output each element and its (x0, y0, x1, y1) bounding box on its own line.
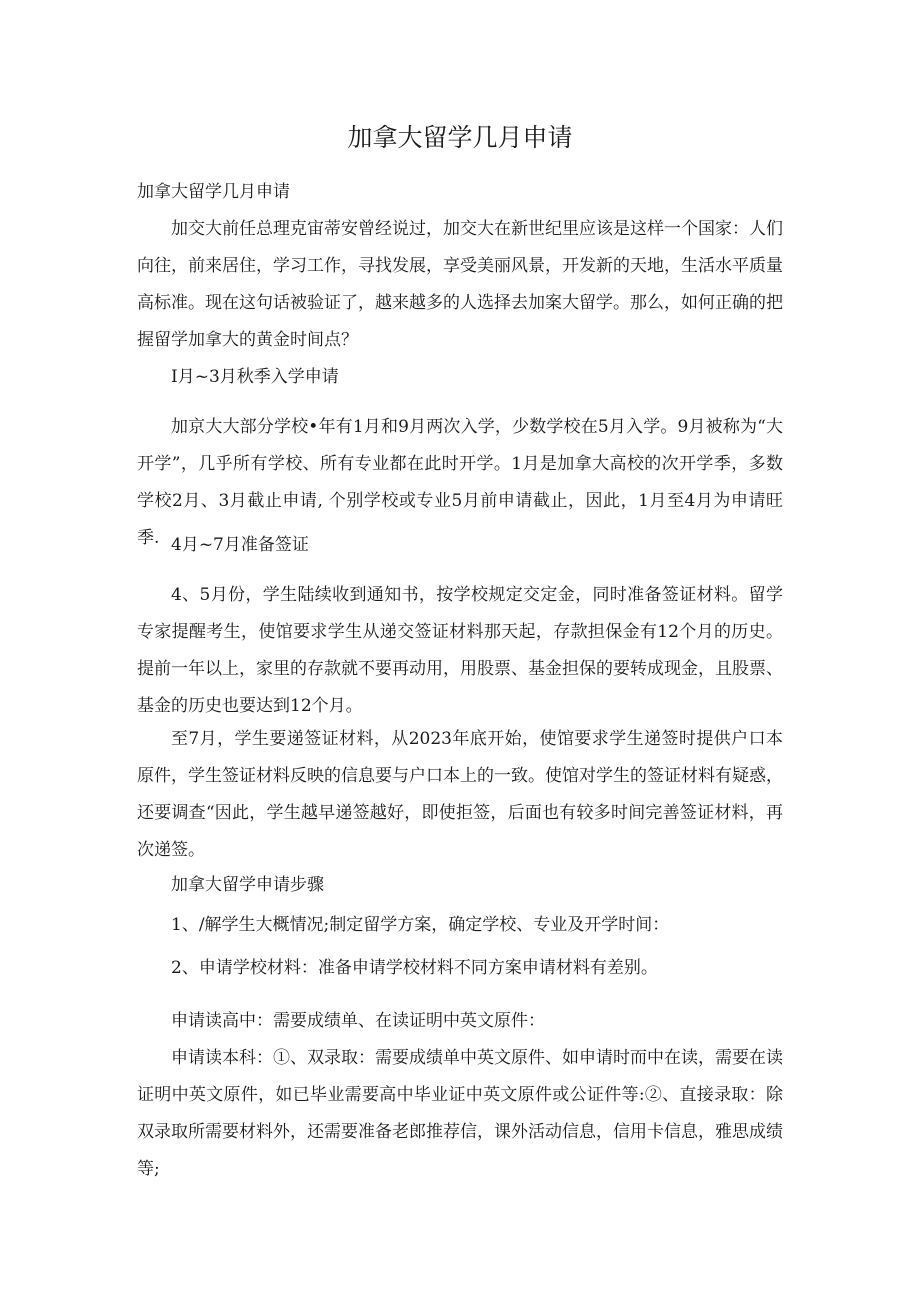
step-1: 1、/解学生大概情况;制定留学方案，确定学校、专业及开学时间： (171, 915, 670, 935)
section-visa-deposit-body: 4、5月份，学生陆续收到通知书，按学校规定交定金，同时准备签证材料。留学专家提醒考生，使馆要求学生从递交签证材料那天起，存款担保金有12个月的历史。提前一年以上，家里的存款就不要再动用，用股票、基金担保的要转成现金，且股票、基金的历史也要达到12个月。 (137, 585, 783, 716)
document-subtitle: 加拿大留学几月申请 (137, 182, 290, 202)
section-heading-application-steps: 加拿大留学申请步骤 (171, 875, 324, 895)
document-title: 加拿大留学几月申请 (347, 123, 573, 152)
highschool-requirements: 申请读高中：需要成绩单、在读证明中英文原件： (171, 1011, 545, 1031)
intro-paragraph: 加交大前任总理克宙蒂安曾经说过，加交大在新世纪里应该是这样一个国家：人们向往，前来居住，学习工作，寻找发展，享受美丽风景，开发新的天地，生活水平质量高标准。现在这句话被验证了，越来越多的人选择去加案大留学。那么，如何正确的把握留学加拿大的黄金时间点？ (137, 219, 783, 350)
step-2: 2、申请学校材料：准备申请学校材料不同方案申请材料有差别。 (171, 958, 658, 978)
section-heading-autumn-application: I月~3月秋季入学申请 (171, 367, 339, 387)
section-visa-submission-body: 至7月，学生要递签证材料，从2023年底开始，使馆要求学生递签时提供户口本原件，学生签证材料反映的信息要与户口本上的一致。使馆对学生的签证材料有疑惑，还要调查“因此，学生越早递签越好，即使拒签，后面也有较多时间完善签证材料，再次递签。 (137, 729, 783, 860)
section-heading-visa-preparation: 4月~7月准备签证 (171, 535, 309, 555)
section-autumn-application-body: 加京大大部分学校•年有1月和9月两次入学，少数学校在5月入学。9月被称为“大开学”，几乎所有学校、所有专业都在此时开学。1月是加拿大高校的次开学季，多数学校2月、3月截止申请, 个别学校或专业5月前申请截止，因此，1月至4月为申请旺季. (137, 417, 783, 548)
undergrad-requirements: 申请读本科：①、双录取：需要成绩单中英文原件、如申请时而中在读，需要在读证明中英文原件，如已毕业需要高中毕业证中英文原件或公证件等:②、直接录取：除双录取所需要材料外，还需要准备老郎推荐信，课外活动信息，信用卡信息，雅思成绩等; (137, 1048, 783, 1179)
